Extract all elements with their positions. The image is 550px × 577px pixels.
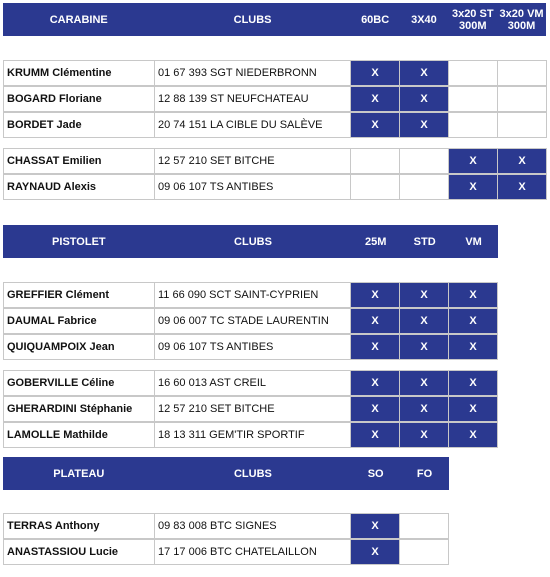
club-name: 09 83 008 BTC SIGNES [154, 513, 351, 539]
selection-mark [497, 86, 547, 112]
shooter-name: BORDET Jade [3, 112, 155, 138]
shooter-name: LAMOLLE Mathilde [3, 422, 155, 448]
pistolet-col-header: STD [413, 235, 436, 248]
selection-mark [448, 60, 498, 86]
selection-mark: X [350, 86, 400, 112]
selection-mark: X [350, 539, 400, 565]
pistolet-col-header: VM [465, 235, 482, 248]
selection-mark: X [448, 308, 498, 334]
selection-mark: X [399, 60, 449, 86]
selection-mark: X [448, 422, 498, 448]
selection-mark: X [350, 370, 400, 396]
selection-mark: X [350, 60, 400, 86]
shooter-name: GHERARDINI Stéphanie [3, 396, 155, 422]
carabine-col-header: 3x20 VM 300M [499, 7, 544, 32]
selection-mark: X [448, 396, 498, 422]
selection-mark: X [350, 396, 400, 422]
shooter-name: QUIQUAMPOIX Jean [3, 334, 155, 360]
selection-mark: X [399, 334, 449, 360]
selection-mark: X [448, 334, 498, 360]
table-row [3, 422, 497, 448]
selection-mark: X [350, 513, 400, 539]
selection-mark: X [448, 370, 498, 396]
plateau-col-header: SO [367, 467, 384, 480]
club-name: 12 57 210 SET BITCHE [154, 148, 351, 174]
shooter-name: DAUMAL Fabrice [3, 308, 155, 334]
plateau-header [3, 457, 449, 490]
shooter-name: GOBERVILLE Céline [3, 370, 155, 396]
shooter-name: CHASSAT Emilien [3, 148, 155, 174]
pistolet-col-header: 25M [365, 235, 387, 248]
club-name: 12 57 210 SET BITCHE [154, 396, 351, 422]
selection-mark: X [399, 308, 449, 334]
selection-mark: X [399, 422, 449, 448]
club-name: 16 60 013 AST CREIL [154, 370, 351, 396]
pistolet-section [3, 225, 546, 441]
selection-mark: X [497, 174, 547, 200]
selection-mark [399, 513, 449, 539]
selection-mark: X [350, 282, 400, 308]
selection-mark: X [350, 334, 400, 360]
selection-mark [350, 174, 400, 200]
shooter-name: GREFFIER Clément [3, 282, 155, 308]
club-name: 09 06 107 TS ANTIBES [154, 174, 351, 200]
carabine-title: CARABINE [49, 13, 108, 26]
shooter-name: TERRAS Anthony [3, 513, 155, 539]
selection-mark [497, 60, 547, 86]
club-name: 01 67 393 SGT NIEDERBRONN [154, 60, 351, 86]
carabine-clubs-header: CLUBS [233, 13, 272, 26]
carabine-col-header: 60BC [361, 13, 390, 26]
selection-mark: X [399, 396, 449, 422]
carabine-col-header: 3X40 [411, 13, 437, 26]
table-row [3, 370, 497, 396]
table-row [3, 308, 497, 334]
club-name: 20 74 151 LA CIBLE DU SALÈVE [154, 112, 351, 138]
shooter-name: ANASTASSIOU Lucie [3, 539, 155, 565]
selection-mark [448, 86, 498, 112]
pistolet-header [3, 225, 498, 258]
table-row [3, 86, 546, 112]
selection-mark: X [497, 148, 547, 174]
club-name: 12 88 139 ST NEUFCHATEAU [154, 86, 351, 112]
plateau-title: PLATEAU [53, 467, 105, 480]
carabine-header [3, 3, 546, 36]
table-row [3, 282, 497, 308]
carabine-section [3, 3, 546, 193]
shooter-name: KRUMM Clémentine [3, 60, 155, 86]
pistolet-clubs-header: CLUBS [234, 235, 272, 248]
selection-mark: X [399, 282, 449, 308]
selection-mark [399, 174, 449, 200]
selection-mark [399, 539, 449, 565]
selection-mark: X [350, 422, 400, 448]
shooter-name: BOGARD Floriane [3, 86, 155, 112]
club-name: 11 66 090 SCT SAINT-CYPRIEN [154, 282, 351, 308]
selection-mark: X [350, 112, 400, 138]
selection-mark: X [448, 174, 498, 200]
table-row [3, 148, 546, 174]
shooter-name: RAYNAUD Alexis [3, 174, 155, 200]
carabine-col-header: 3x20 ST 300M [451, 7, 494, 32]
selection-mark [399, 148, 449, 174]
table-row [3, 396, 497, 422]
club-name: 18 13 311 GEM'TIR SPORTIF [154, 422, 351, 448]
plateau-section [3, 457, 546, 577]
selection-mark: X [448, 282, 498, 308]
pistolet-title: PISTOLET [52, 235, 106, 248]
table-row [3, 60, 546, 86]
table-row [3, 334, 497, 360]
selection-mark: X [399, 370, 449, 396]
selection-mark: X [350, 308, 400, 334]
plateau-clubs-header: CLUBS [233, 467, 272, 480]
table-row [3, 513, 448, 539]
selection-mark: X [448, 148, 498, 174]
selection-mark [448, 112, 498, 138]
plateau-col-header: FO [416, 467, 433, 480]
table-row [3, 174, 546, 200]
selection-mark: X [399, 112, 449, 138]
club-name: 09 06 007 TC STADE LAURENTIN [154, 308, 351, 334]
club-name: 17 17 006 BTC CHATELAILLON [154, 539, 351, 565]
selection-mark [497, 112, 547, 138]
table-row [3, 539, 448, 565]
selection-mark [350, 148, 400, 174]
table-row [3, 112, 546, 138]
selection-mark: X [399, 86, 449, 112]
club-name: 09 06 107 TS ANTIBES [154, 334, 351, 360]
